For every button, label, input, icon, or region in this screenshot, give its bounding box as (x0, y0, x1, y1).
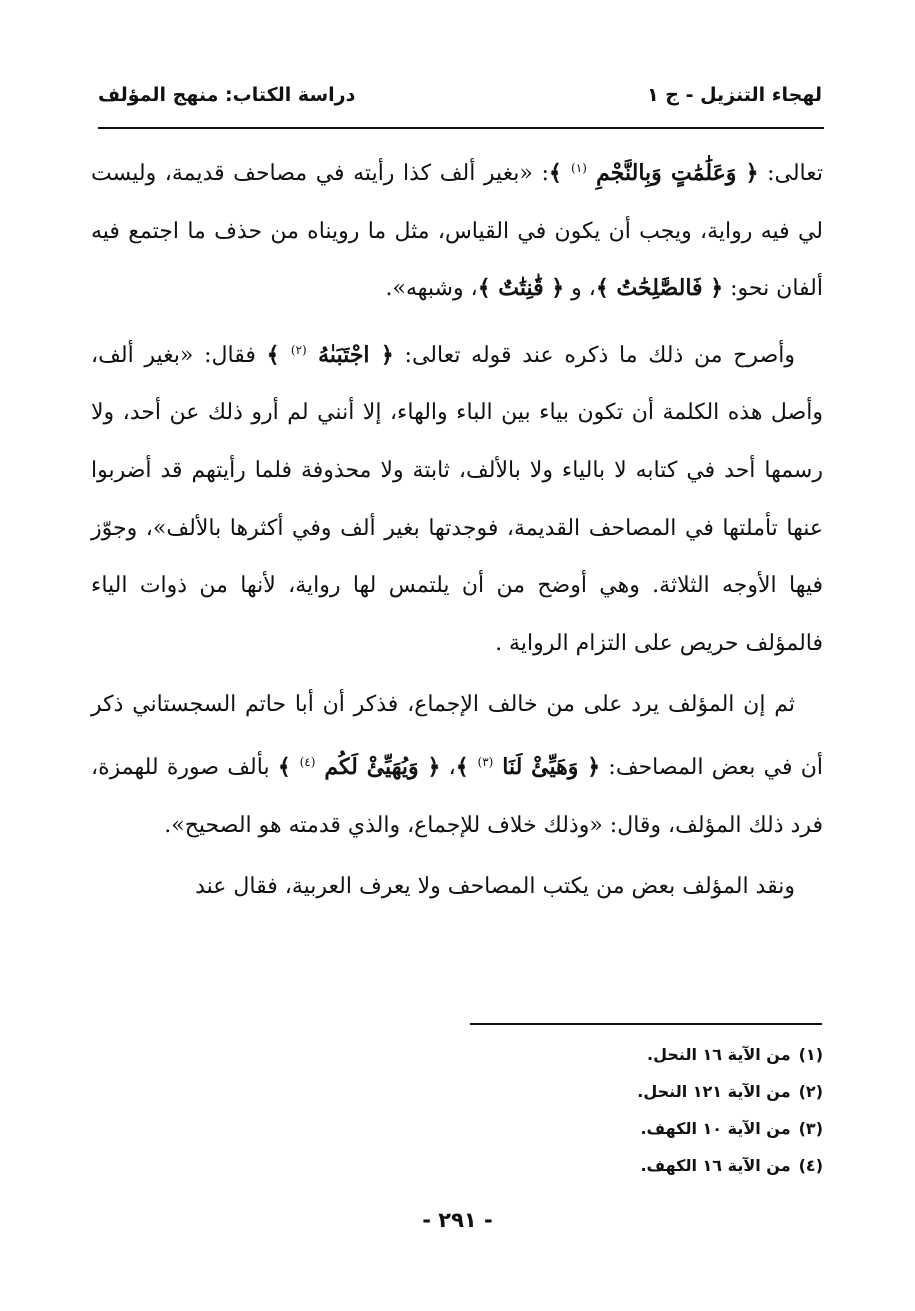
footnote-item (463, 1040, 823, 1077)
footnote-number: (٤) (798, 1156, 823, 1175)
paragraph-4-text: ونقد المؤلف بعض من يكتب المصاحف ولا يعرف العربية، فقال عند (195, 874, 795, 900)
paragraph-1-lead: تعالى: (758, 161, 823, 186)
verse-ijtabahu-close: ﴾ (266, 341, 291, 368)
running-head (98, 84, 822, 120)
footnote-text: من الآية ١٦ النحل. (647, 1045, 791, 1064)
verse-alamat-close: ﴾ (548, 160, 572, 186)
verse-wayuhayyi-lakum: ﴿ وَيُهَيِّئْ لَكُم (315, 753, 441, 780)
paragraph-3-separator: ، (440, 754, 456, 780)
verse-wahayyi-lana: ﴿ وَهَيِّئْ لَنَا (493, 753, 601, 780)
page-number: - ٢٩١ - (422, 1208, 493, 1232)
footnote-text: من الآية ١٢١ النحل. (637, 1082, 791, 1101)
verse-wayuhayyi-lakum-close: ﴾ (277, 753, 300, 780)
footnotes (463, 1040, 823, 1188)
paragraph-3-text: بألف صورة للهمزة، فرد ذلك المؤلف، وقال: «وذلك خلاف للإجماع، والذي قدمته هو الصحيح». (91, 754, 823, 838)
footnote-item (463, 1114, 823, 1151)
body-text (91, 140, 823, 916)
footnote-number: (١) (798, 1045, 823, 1064)
paragraph-3 (91, 676, 823, 854)
paragraph-3-lead: ثم إن المؤلف يرد على من خالف الإجماع، فذكر أن أبا حاتم السجستاني ذكر أن في بعض المصاحف: (91, 692, 824, 780)
footnote-ref-2[interactable]: (٢) (290, 342, 307, 357)
footnote-text: من الآية ١٠ الكهف. (640, 1119, 791, 1138)
paragraph-1 (91, 140, 823, 318)
paragraph-1-text-1: : «بغير ألف كذا رأيته في مصاحف قديمة، وليست لي فيه رواية، ويجب أن يكون في القياس، مثل ما رويناه من حذف ما اجتمع فيه ألفان نحو: (91, 161, 823, 302)
verse-alamat: ﴿ وَعَلَٰمَٰتٍ وَبِالنَّجْمِ (586, 160, 759, 186)
footnote-rule (470, 1023, 822, 1025)
footnote-item (463, 1151, 823, 1188)
verse-qanitat: ﴿ قَٰنِتَٰتٌ ﴾ (477, 275, 565, 302)
book-title-header: لهجاء التنزيل - ج ١ (647, 84, 822, 106)
paragraph-2 (91, 322, 823, 673)
section-title-header: دراسة الكتاب: منهج المؤلف (98, 84, 356, 106)
paragraph-1-text-2: ، و (564, 276, 596, 302)
footnote-number: (٣) (798, 1119, 823, 1138)
footnote-ref-1[interactable]: (١) (571, 161, 587, 175)
footnote-ref-4[interactable]: (٤) (299, 754, 316, 769)
footnote-text: من الآية ١٦ الكهف. (640, 1156, 791, 1175)
paragraph-2-text: فقال: «بغير ألف، وأصل هذه الكلمة أن تكون بياء بين الباء والهاء، إلا أنني لم أرو ذلك عن أحد، ولا رسمها أحد في كتابه لا بالياء ولا بالألف، ثابتة ولا محذوفة فلما رأيتهم قد أضربوا عنها تأملتها في المصاحف القديمة، فوجدتها بغير ألف وفي أكثرها بالألف»، وجوّز فيها الأوجه الثلاثة. وهي أوضح من أن يلتمس لها رواية، لأنها من ذوات الياء فالمؤلف حريص على التزام الرواية . (91, 342, 823, 656)
verse-ijtabahu: ﴿ اجْتَبَىٰهُ (306, 341, 394, 368)
verse-wahayyi-lana-close: ﴾ (455, 753, 478, 780)
verse-salihat: ﴿ فَالصَّٰلِحَٰتُ ﴾ (595, 275, 724, 302)
paragraph-1-text-3: ، وشبهه». (385, 276, 478, 302)
footnote-ref-3[interactable]: (٣) (477, 754, 494, 769)
paragraph-4 (91, 858, 823, 916)
paragraph-2-lead: وأصرح من ذلك ما ذكره عند قوله تعالى: (393, 342, 795, 368)
footnote-number: (٢) (798, 1082, 823, 1101)
footnote-item (463, 1077, 823, 1114)
header-rule (98, 127, 824, 129)
